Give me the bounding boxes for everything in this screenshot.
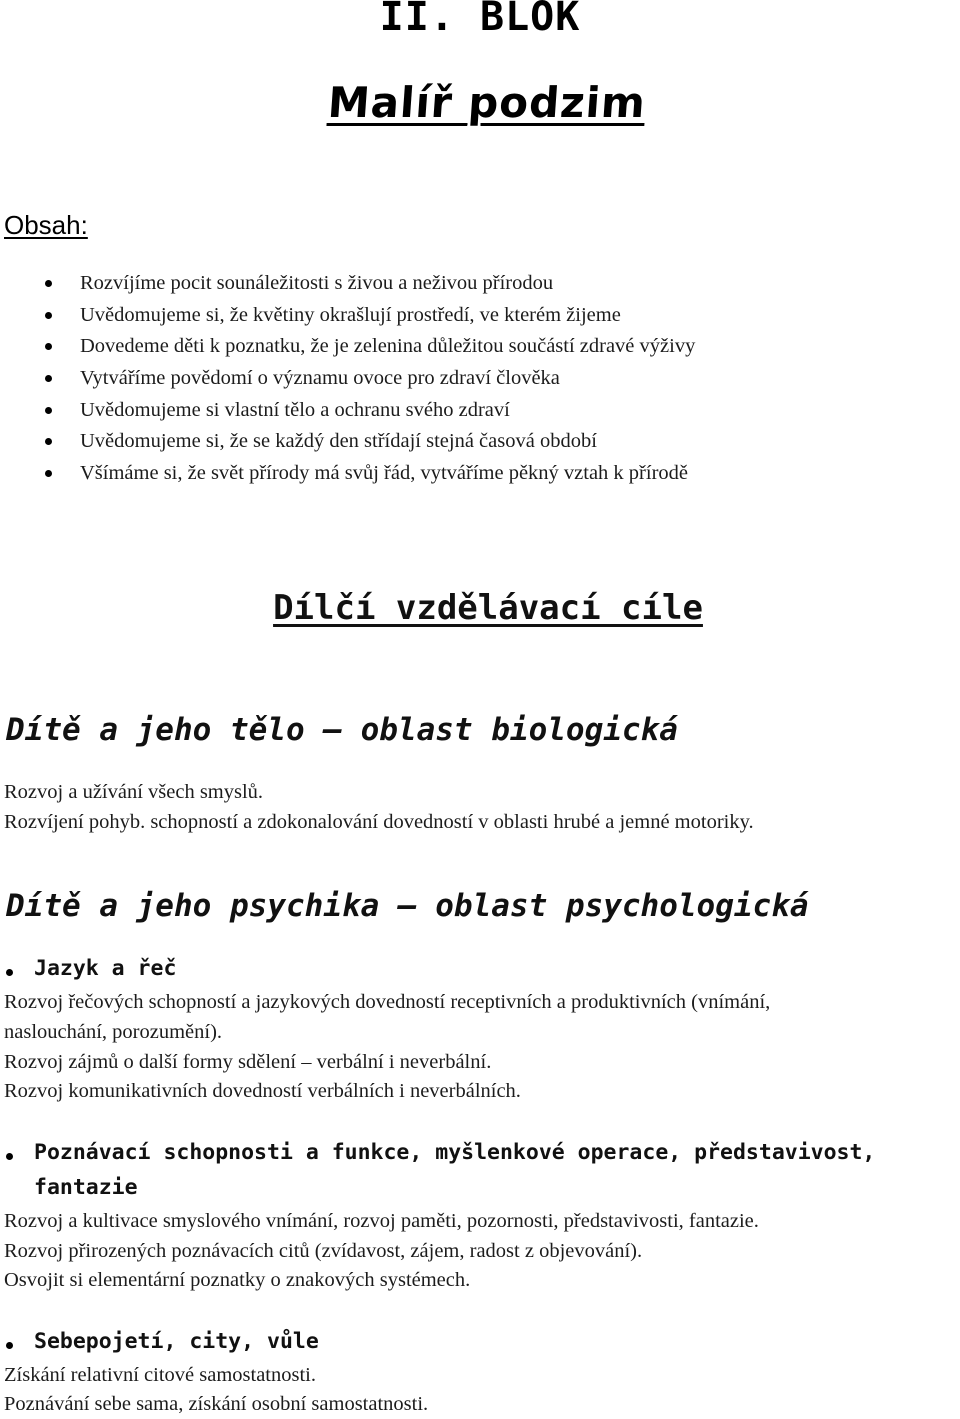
cognitive-line: Rozvoj a kultivace smyslového vnímání, rozvoj paměti, pozornosti, představivosti, fantazie.: [4, 1210, 759, 1232]
list-item: Všímáme si, že svět přírody má svůj řád, vytváříme pěkný vztah k přírodě: [0, 458, 695, 490]
contents-heading: Obsah:: [4, 210, 88, 240]
list-item: Uvědomujeme si, že květiny okrašlují prostředí, ve kterém žijeme: [0, 300, 695, 332]
list-item: Rozvíjíme pocit sounáležitosti s živou a neživou přírodou: [0, 268, 695, 300]
language-line: Rozvoj zájmů o další formy sdělení – verbální i neverbální.: [4, 1051, 492, 1073]
biological-heading: Dítě a jeho tělo – oblast biologická: [6, 712, 678, 748]
cognitive-line: Rozvoj přirozených poznávacích citů (zvídavost, zájem, radost z objevování).: [4, 1240, 643, 1262]
language-line: Rozvoj komunikativních dovedností verbálních i neverbálních.: [4, 1080, 521, 1102]
bullet-icon: [45, 343, 52, 350]
cognitive-heading-continued: fantazie: [34, 1175, 138, 1200]
cognitive-line: Osvojit si elementární poznatky o znakových systémech.: [4, 1269, 471, 1291]
list-item: Vytváříme povědomí o významu ovoce pro zdraví člověka: [0, 363, 695, 395]
list-item: Uvědomujeme si, že se každý den střídají stejná časová období: [0, 426, 695, 458]
language-line: Rozvoj řečových schopností a jazykových dovedností receptivních a produktivních (vnímání,: [4, 991, 771, 1013]
psychological-heading: Dítě a jeho psychika – oblast psychologická: [6, 888, 809, 924]
bullet-icon: [45, 312, 52, 319]
list-item: Dovedeme děti k poznatku, že je zelenina důležitou součástí zdravé výživy: [0, 331, 695, 363]
subgoals-heading: Dílčí vzdělávací cíle: [273, 588, 703, 628]
bullet-icon: [45, 470, 52, 477]
bullet-icon: [6, 1342, 13, 1349]
self-heading: Sebepojetí, city, vůle: [34, 1329, 319, 1354]
list-item: Uvědomujeme si vlastní tělo a ochranu svého zdraví: [0, 395, 695, 427]
self-line: Získání relativní citové samostatnosti.: [4, 1364, 316, 1386]
cognitive-heading: Poznávací schopnosti a funkce, myšlenkové operace, představivost,: [34, 1140, 876, 1165]
bullet-icon: [6, 969, 13, 976]
bullet-icon: [45, 280, 52, 287]
language-heading: Jazyk a řeč: [34, 956, 177, 981]
biological-line: Rozvíjení pohyb. schopností a zdokonalování dovedností v oblasti hrubé a jemné motoriky.: [4, 811, 754, 833]
bullet-icon: [6, 1153, 13, 1160]
language-line: naslouchání, porozumění).: [4, 1021, 223, 1043]
block-title: II. BLOK: [379, 0, 581, 40]
bullet-icon: [45, 375, 52, 382]
contents-list: [0, 268, 695, 490]
bullet-icon: [45, 438, 52, 445]
self-line: Poznávání sebe sama, získání osobní samostatnosti.: [4, 1393, 429, 1415]
biological-line: Rozvoj a užívání všech smyslů.: [4, 781, 264, 803]
main-title: Malíř podzim: [326, 78, 648, 127]
bullet-icon: [45, 407, 52, 414]
